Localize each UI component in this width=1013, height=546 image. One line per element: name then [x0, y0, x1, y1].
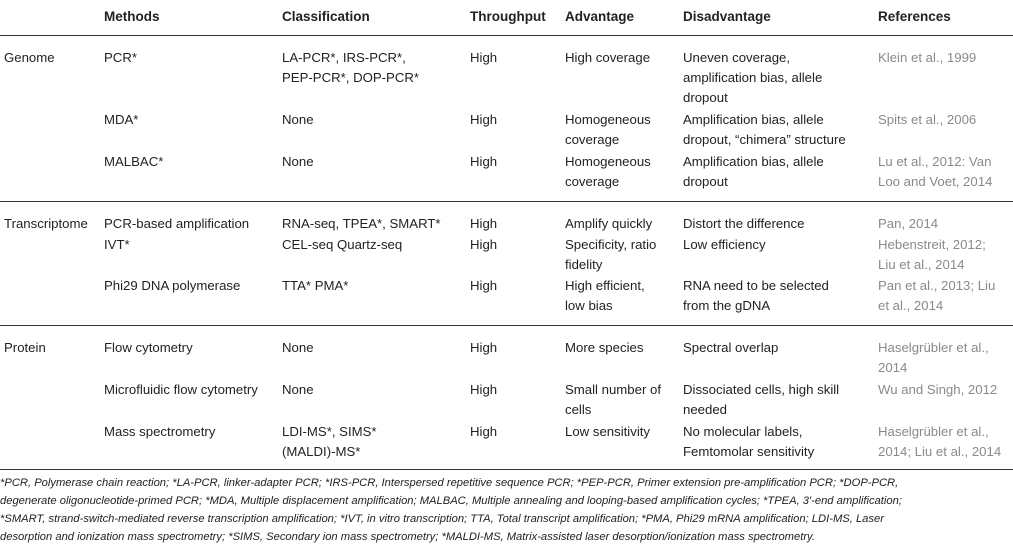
cell-line: Homogeneous	[565, 112, 651, 127]
cell-line: Klein et al., 1999	[878, 50, 977, 65]
cell-line: Homogeneous	[565, 154, 651, 169]
cell-line: Amplification bias, allele	[683, 154, 824, 169]
cell-line: Wu and Singh, 2012	[878, 382, 998, 397]
cell-line: Amplify quickly	[565, 216, 653, 231]
cell-line: Haselgrübler et al.,	[878, 424, 989, 439]
disadvantage-cell	[679, 108, 874, 150]
group-label: Genome	[0, 36, 100, 109]
cell-line: Spits et al., 2006	[878, 112, 977, 127]
classification-cell	[278, 150, 466, 202]
header-references: References	[874, 0, 1013, 36]
classification-cell	[278, 275, 466, 326]
group-label	[0, 378, 100, 420]
method-cell: Microfluidic flow cytometry	[104, 382, 258, 397]
footnote-line: *SMART, strand-switch-mediated reverse transcription amplification; *IVT, in vitro transcription; TTA, Total transcript amplification; *PMA, Phi29 mRNA amplification; LDI-MS, Laser	[0, 513, 884, 525]
cell-line: None	[282, 112, 314, 127]
references-cell	[874, 378, 1013, 420]
cell-line: Low sensitivity	[565, 424, 651, 439]
header-advantage: Advantage	[561, 0, 679, 36]
cell-line: coverage	[565, 132, 620, 147]
table-body	[0, 36, 1013, 472]
table-row	[0, 326, 1013, 379]
cell-line: Hebenstreit, 2012;	[878, 237, 986, 252]
references-cell	[874, 108, 1013, 150]
disadvantage-cell	[679, 378, 874, 420]
method-cell: PCR-based amplification	[100, 202, 278, 235]
cell-line: Pan et al., 2013; Liu	[878, 278, 996, 293]
references-cell	[874, 234, 1013, 275]
cell-line: amplification bias, allele	[683, 70, 823, 85]
table-row	[0, 150, 1013, 202]
cell-line: fidelity	[565, 257, 603, 272]
group-label	[0, 150, 100, 202]
cell-line: cells	[565, 402, 592, 417]
cell-line: PEP-PCR*, DOP-PCR*	[282, 70, 420, 85]
cell-line: dropout, “chimera” structure	[683, 132, 846, 147]
cell-line: High efficient,	[565, 278, 645, 293]
cell-line: None	[282, 154, 314, 169]
group-label: Transcriptome	[0, 202, 100, 235]
throughput-cell: High	[470, 237, 498, 252]
throughput-cell: High	[470, 112, 498, 127]
header-disadvantage: Disadvantage	[679, 0, 874, 36]
references-cell	[874, 326, 1013, 379]
throughput-cell: High	[470, 424, 498, 439]
throughput-cell: High	[466, 202, 561, 235]
throughput-cell: High	[470, 154, 498, 169]
cell-line: coverage	[565, 174, 620, 189]
table-row	[0, 275, 1013, 326]
advantage-cell	[561, 234, 679, 275]
cell-line: LA-PCR*, IRS-PCR*,	[282, 50, 406, 65]
cell-line: Distort the difference	[683, 216, 805, 231]
disadvantage-cell	[679, 326, 874, 379]
classification-cell	[278, 420, 466, 471]
classification-cell	[278, 202, 466, 235]
advantage-cell	[561, 202, 679, 235]
cell-line: Pan, 2014	[878, 216, 939, 231]
cell-line: et al., 2014	[878, 298, 944, 313]
references-cell	[874, 275, 1013, 326]
group-label	[0, 420, 100, 471]
cell-line: dropout	[683, 90, 728, 105]
cell-line: dropout	[683, 174, 728, 189]
disadvantage-cell	[679, 275, 874, 326]
table-row	[0, 108, 1013, 150]
cell-line: RNA need to be selected	[683, 278, 829, 293]
advantage-cell	[561, 326, 679, 379]
cell-line: Dissociated cells, high skill	[683, 382, 840, 397]
method-cell: Flow cytometry	[100, 326, 278, 379]
cell-line: Haselgrübler et al.,	[878, 340, 989, 355]
cell-line: Specificity, ratio	[565, 237, 657, 252]
cell-line: needed	[683, 402, 728, 417]
advantage-cell	[561, 108, 679, 150]
references-cell	[874, 202, 1013, 235]
cell-line: CEL-seq Quartz-seq	[282, 237, 403, 252]
method-cell: MALBAC*	[104, 154, 164, 169]
footnote-line: desorption and ionization mass spectrometry; *SIMS, Secondary ion mass spectrometry; *MALDI-MS, Matrix-assisted laser desorption/ionization mass spectrometry.	[0, 531, 815, 543]
group-label	[0, 275, 100, 326]
table-row	[0, 202, 1013, 235]
table-row	[0, 378, 1013, 420]
header-classification: Classification	[278, 0, 466, 36]
cell-line: None	[282, 382, 314, 397]
cell-line: LDI-MS*, SIMS*	[282, 424, 377, 439]
references-cell	[874, 420, 1013, 471]
cell-line: Small number of	[565, 382, 662, 397]
classification-cell	[278, 108, 466, 150]
cell-line: Loo and Voet, 2014	[878, 174, 993, 189]
method-cell: IVT*	[104, 237, 130, 252]
cell-line: High coverage	[565, 50, 651, 65]
disadvantage-cell	[679, 420, 874, 471]
classification-cell	[278, 378, 466, 420]
method-cell: MDA*	[104, 112, 139, 127]
header-throughput: Throughput	[466, 0, 561, 36]
cell-line: TTA* PMA*	[282, 278, 349, 293]
header-group	[0, 0, 100, 36]
cell-line: from the gDNA	[683, 298, 771, 313]
group-label	[0, 108, 100, 150]
cell-line: More species	[565, 340, 644, 355]
footnote	[0, 469, 1013, 546]
advantage-cell	[561, 378, 679, 420]
throughput-cell: High	[466, 36, 561, 109]
advantage-cell	[561, 420, 679, 471]
cell-line: Liu et al., 2014	[878, 257, 965, 272]
references-cell	[874, 150, 1013, 202]
disadvantage-cell	[679, 234, 874, 275]
advantage-cell	[561, 150, 679, 202]
footnote-line: *PCR, Polymerase chain reaction; *LA-PCR, linker-adapter PCR; *IRS-PCR, Interspersed repetitive sequence PCR; *PEP-PCR, Primer extension pre-amplification PCR; *DOP-PCR,	[0, 477, 899, 489]
method-cell: Mass spectrometry	[104, 424, 216, 439]
cell-line: Femtomolar sensitivity	[683, 444, 815, 459]
advantage-cell	[561, 36, 679, 109]
cell-line: 2014; Liu et al., 2014	[878, 444, 1002, 459]
cell-line: low bias	[565, 298, 613, 313]
disadvantage-cell	[679, 36, 874, 109]
table-row	[0, 36, 1013, 109]
cell-line: Low efficiency	[683, 237, 766, 252]
method-cell: PCR*	[100, 36, 278, 109]
advantage-cell	[561, 275, 679, 326]
cell-line: RNA-seq, TPEA*, SMART*	[282, 216, 441, 231]
cell-line: Amplification bias, allele	[683, 112, 824, 127]
group-label	[0, 234, 100, 275]
cell-line: (MALDI)-MS*	[282, 444, 361, 459]
footnote-line: degenerate oligonucleotide-primed PCR; *MDA, Multiple displacement amplification; MALBAC, Multiple annealing and looping-based amplification cycles; *TPEA, 3′-end amplification;	[0, 495, 902, 507]
disadvantage-cell	[679, 150, 874, 202]
cell-line: No molecular labels,	[683, 424, 803, 439]
throughput-cell: High	[470, 278, 498, 293]
group-label: Protein	[0, 326, 100, 379]
header-methods: Methods	[100, 0, 278, 36]
cell-line: Spectral overlap	[683, 340, 779, 355]
classification-cell	[278, 326, 466, 379]
throughput-cell: High	[466, 326, 561, 379]
classification-cell	[278, 234, 466, 275]
cell-line: Uneven coverage,	[683, 50, 791, 65]
header-row	[0, 0, 1013, 36]
disadvantage-cell	[679, 202, 874, 235]
cell-line: None	[282, 340, 314, 355]
classification-cell	[278, 36, 466, 109]
references-cell	[874, 36, 1013, 109]
table-row	[0, 234, 1013, 275]
cell-line: Lu et al., 2012: Van	[878, 154, 992, 169]
cell-line: 2014	[878, 360, 908, 375]
throughput-cell: High	[470, 382, 498, 397]
method-cell: Phi29 DNA polymerase	[104, 278, 241, 293]
table-row	[0, 420, 1013, 471]
